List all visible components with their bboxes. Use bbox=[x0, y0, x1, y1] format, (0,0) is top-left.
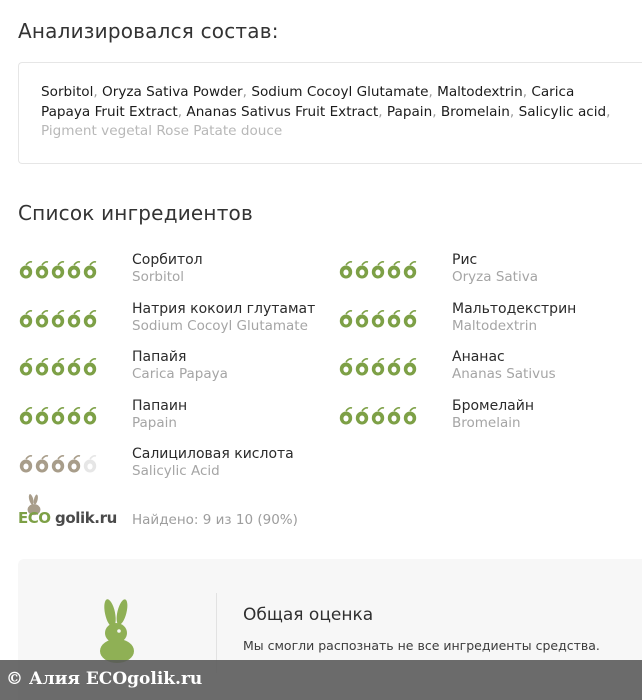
ingredient-name-ru: Ананас bbox=[452, 349, 505, 365]
composition-ingredient: Papain bbox=[386, 103, 433, 120]
ingredient-name-ru: Бромелайн bbox=[452, 397, 535, 414]
olive-rating-icon bbox=[18, 357, 98, 377]
ingredient-name-ru: Натрия кокоил глутамат bbox=[132, 300, 316, 317]
ingredient-item[interactable] bbox=[18, 301, 338, 341]
ingredient-name-latin: Carica Papaya bbox=[132, 366, 228, 382]
olive-rating-icon bbox=[338, 260, 418, 280]
ingredient-item[interactable] bbox=[18, 398, 338, 438]
composition-line: Sorbitol, Oryza Sativa Powder, Sodium Cocoyl Glutamate, Maltodextrin, Carica bbox=[41, 84, 575, 100]
olive-rating-icon bbox=[18, 260, 98, 280]
ingredient-name-latin: Papain bbox=[132, 414, 177, 431]
olive-rating-icon bbox=[18, 454, 98, 474]
bunny-icon bbox=[88, 599, 144, 663]
logo-golik-text: golik.ru bbox=[55, 509, 117, 527]
ingredient-name-latin: Bromelain bbox=[452, 414, 521, 431]
logo-eco-text: ECO bbox=[18, 509, 51, 527]
ingredient-item[interactable] bbox=[18, 349, 338, 389]
watermark-text: © Алия ECOgolik.ru bbox=[6, 669, 203, 689]
ingredient-name-latin: Maltodextrin bbox=[452, 317, 538, 334]
ingredient-item[interactable] bbox=[338, 349, 642, 389]
ingredient-name-latin: Sorbitol bbox=[132, 269, 185, 285]
olive-rating-icon bbox=[18, 406, 98, 426]
composition-box bbox=[18, 62, 642, 164]
ingredient-item[interactable] bbox=[18, 446, 338, 486]
overall-rating-title: Общая оценка bbox=[243, 605, 374, 625]
olive-rating-icon bbox=[18, 309, 98, 329]
analyzed-heading: Анализировался состав: bbox=[18, 19, 279, 43]
ingredient-name-ru: Рис bbox=[452, 252, 478, 268]
watermark-bar bbox=[0, 660, 642, 700]
composition-unrecognized: Pigment vegetal Rose Patate douce bbox=[41, 123, 283, 139]
ingredient-name-ru: Папайя bbox=[132, 349, 187, 365]
composition-line: Papaya Fruit Extract, Ananas Sativus Fruit Extract, Papain, Bromelain, Salicylic acid, bbox=[41, 103, 611, 120]
ingredient-item[interactable] bbox=[338, 398, 642, 438]
ingredient-item[interactable] bbox=[338, 301, 642, 341]
found-count: Найдено: 9 из 10 (90%) bbox=[132, 512, 298, 528]
ingredient-name-ru: Мальтодекстрин bbox=[452, 300, 577, 317]
composition-ingredient: Papaya Fruit Extract bbox=[41, 103, 178, 120]
ingredients-heading: Список ингредиентов bbox=[18, 201, 253, 225]
ingredient-item[interactable] bbox=[338, 252, 642, 292]
composition-ingredient: Ananas Sativus Fruit Extract bbox=[186, 103, 379, 120]
composition-ingredient: Sorbitol bbox=[41, 84, 94, 100]
composition-ingredient: Sodium Cocoyl Glutamate bbox=[251, 84, 429, 100]
overall-rating-text: Мы смогли распознать не все ингредиенты средства. bbox=[243, 638, 600, 653]
ingredient-name-ru: Папаин bbox=[132, 397, 188, 414]
ingredient-name-ru: Салициловая кислота bbox=[132, 446, 294, 462]
composition-ingredient: Bromelain bbox=[440, 103, 510, 120]
olive-rating-icon bbox=[338, 357, 418, 377]
olive-rating-icon bbox=[338, 406, 418, 426]
olive-rating-icon bbox=[338, 309, 418, 329]
composition-ingredient: Maltodextrin bbox=[437, 84, 523, 100]
composition-ingredient: Oryza Sativa Powder bbox=[102, 84, 243, 100]
ingredient-item[interactable] bbox=[18, 252, 338, 292]
composition-ingredient: Carica bbox=[531, 84, 575, 100]
ingredient-name-latin: Salicylic Acid bbox=[132, 463, 220, 479]
ingredient-name-latin: Ananas Sativus bbox=[452, 366, 556, 382]
ecogolik-logo[interactable] bbox=[18, 494, 118, 530]
ingredient-name-latin: Oryza Sativa bbox=[452, 269, 538, 285]
ingredient-name-latin: Sodium Cocoyl Glutamate bbox=[132, 317, 308, 334]
ingredient-name-ru: Сорбитол bbox=[132, 252, 203, 268]
composition-ingredient: Salicylic acid bbox=[518, 103, 607, 120]
